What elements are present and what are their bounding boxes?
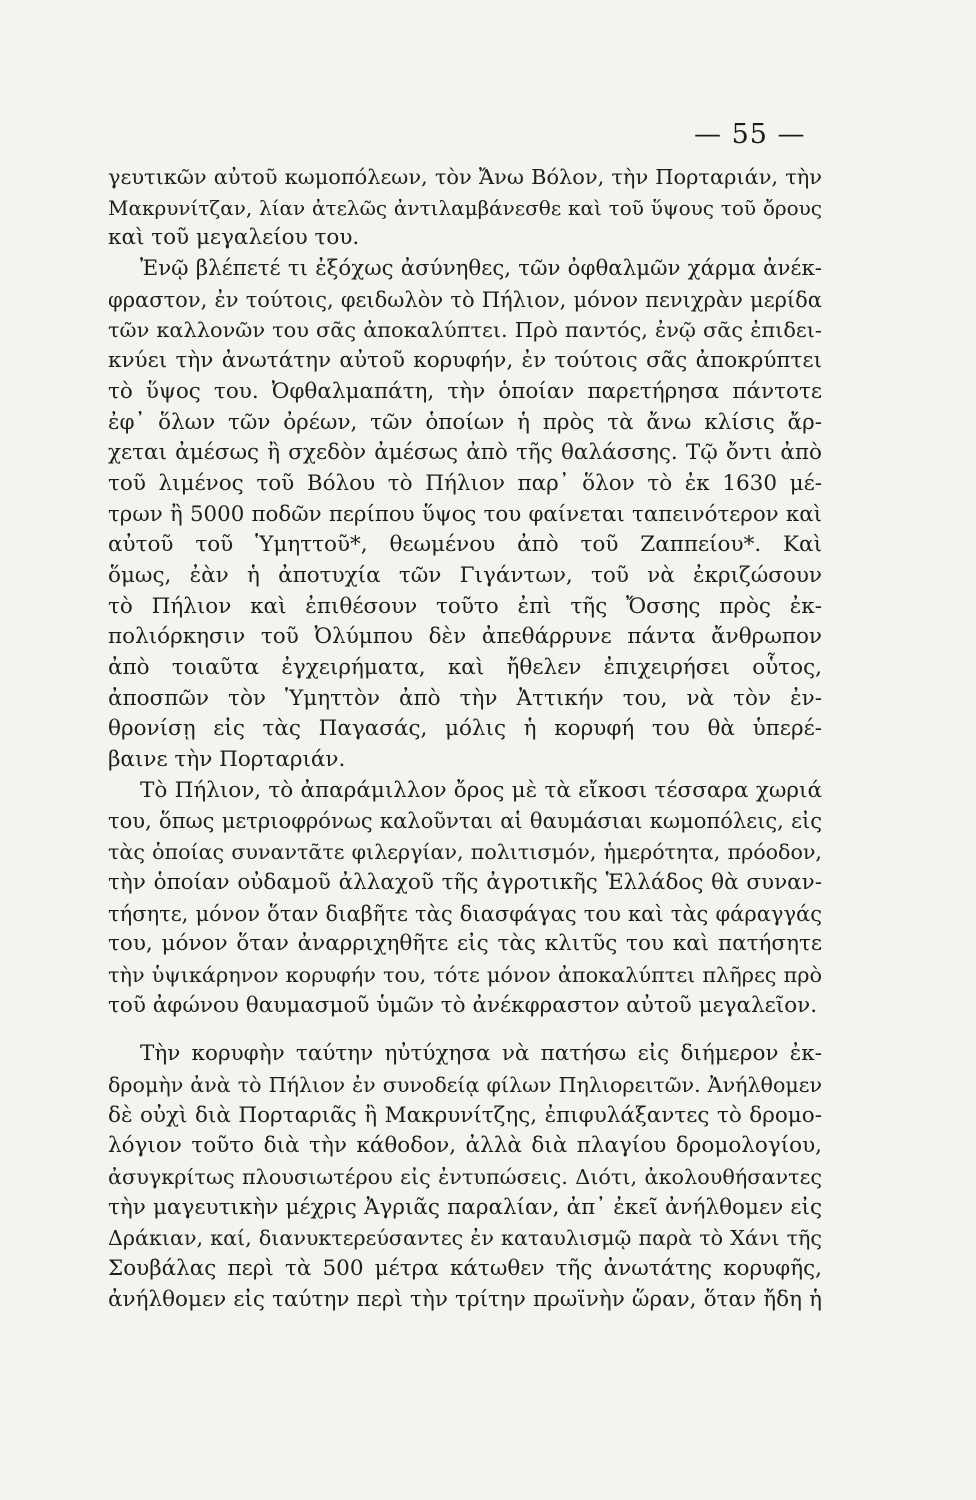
paragraph (108, 254, 822, 776)
text-line: κνύει τὴν ἀνωτάτην αὐτοῦ κορυφήν, ἐν τούτοις σᾶς ἀποκρύπτει (108, 348, 822, 374)
text-line: Δράκιαν, καί, διανυκτερεύσαντες ἐν καταυλισμῷ παρὰ τὸ Χάνι τῆς (108, 1226, 822, 1251)
text-line: λόγιον τοῦτο διὰ τὴν κάθοδον, ἀλλὰ διὰ πλαγίου δρομολογίου, (108, 1133, 822, 1159)
text-line: τήσητε, μόνον ὅταν διαβῆτε τὰς διασφάγας του καὶ τὰς φάραγγάς (108, 900, 822, 926)
text-line: γευτικῶν αὐτοῦ κωμοπόλεων, τὸν Ἄνω Βόλον, τὴν Πορταριάν, τὴν (108, 165, 822, 189)
text-line: φραστον, ἐν τούτοις, φειδωλὸν τὸ Πήλιον, μόνον πενιχρὰν μερίδα (108, 286, 822, 312)
text-line: του, μόνον ὅταν ἀναρριχηθῆτε εἰς τὰς κλιτῦς του καὶ πατήσητε (108, 931, 822, 957)
text-line: τὸ Πήλιον καὶ ἐπιθέσουν τοῦτο ἐπὶ τῆς Ὄσσης πρὸς ἐκ- (108, 593, 822, 619)
text-line: τὴν ὑψικάρηνον κορυφήν του, τότε μόνον ἀποκαλύπτει πλῆρες πρὸ (108, 962, 822, 987)
text-line: ἀνήλθομεν εἰς ταύτην περὶ τὴν τρίτην πρωϊνὴν ὥραν, ὅταν ἤδη ἡ (108, 1286, 822, 1312)
text-line: δρομὴν ἀνὰ τὸ Πήλιον ἐν συνοδείᾳ φίλων Πηλιορειτῶν. Ἀνήλθομεν (108, 1072, 822, 1097)
paragraph (108, 162, 822, 254)
text-line: πολιόρκησιν τοῦ Ὀλύμπου δὲν ἀπεθάρρυνε πάντα ἄνθρωπον (108, 624, 822, 650)
text-line: ἐφ᾽ ὅλων τῶν ὀρέων, τῶν ὁποίων ἡ πρὸς τὰ ἄνω κλίσις ἄρ- (108, 409, 822, 435)
text-line: θρονίσῃ εἰς τὰς Παγασάς, μόλις ἡ κορυφή του θὰ ὑπερέ- (108, 716, 822, 742)
text-line: ἀποσπῶν τὸν Ὑμηττὸν ἀπὸ τὴν Ἀττικήν του, νὰ τὸν ἐν- (108, 685, 822, 711)
text-line: Μακρυνίτζαν, λίαν ἀτελῶς ἀντιλαμβάνεσθε καὶ τοῦ ὕψους τοῦ ὄρους (108, 195, 822, 220)
text-line: τοῦ ἀφώνου θαυμασμοῦ ὑμῶν τὸ ἀνέκφραστον αὐτοῦ μεγαλεῖον. (108, 992, 818, 1018)
paragraph (108, 776, 822, 1022)
text-line: ἀπὸ τοιαῦτα ἐγχειρήματα, καὶ ἤθελεν ἐπιχειρήσει οὗτος, (108, 655, 822, 680)
text-line: βαινε τὴν Πορταριάν. (108, 747, 346, 773)
text-line: αὐτοῦ τοῦ Ὑμηττοῦ*, θεωμένου ἀπὸ τοῦ Ζαππείου*. Καὶ (108, 532, 822, 558)
text-line: Τὸ Πήλιον, τὸ ἀπαράμιλλον ὄρος μὲ τὰ εἴκοσι τέσσαρα χωριά (140, 777, 822, 803)
text-line: τὰς ὁποίας συναντᾶτε φιλεργίαν, πολιτισμόν, ἡμερότητα, πρόοδον, (108, 840, 822, 865)
text-line: ἀσυγκρίτως πλουσιωτέρου εἰς ἐντυπώσεις. Διότι, ἀκολουθήσαντες (108, 1165, 822, 1189)
paragraph-gap (108, 1021, 822, 1039)
text-line: Σουβάλας περὶ τὰ 500 μέτρα κάτωθεν τῆς ἀνωτάτης κορυφῆς, (108, 1256, 822, 1282)
text-line: τὴν μαγευτικὴν μέχρις Ἀγριᾶς παραλίαν, ἀπ᾽ ἐκεῖ ἀνήλθομεν εἰς (108, 1194, 822, 1220)
body-text (108, 162, 822, 1315)
text-line: Ἐνῷ βλέπετέ τι ἐξόχως ἀσύνηθες, τῶν ὀφθαλμῶν χάρμα ἀνέκ- (140, 256, 822, 282)
text-line: χεται ἀμέσως ἢ σχεδὸν ἀμέσως ἀπὸ τῆς θαλάσσης. Τῷ ὄντι ἀπὸ (108, 440, 822, 466)
paragraph (108, 1039, 822, 1315)
text-line: δὲ οὐχὶ διὰ Πορταριᾶς ἢ Μακρυνίτζης, ἐπιφυλάξαντες τὸ δρομο- (108, 1102, 822, 1128)
text-line: ὅμως, ἐὰν ἡ ἀποτυχία τῶν Γιγάντων, τοῦ νὰ ἐκριζώσουν (108, 562, 822, 588)
text-line: τὴν ὁποίαν οὐδαμοῦ ἀλλαχοῦ τῆς ἀγροτικῆς Ἑλλάδος θὰ συναν- (108, 869, 822, 895)
text-line: καὶ τοῦ μεγαλείου του. (108, 225, 360, 251)
text-line: Τὴν κορυφὴν ταύτην ηὐτύχησα νὰ πατήσω εἰς διήμερον ἐκ- (140, 1041, 822, 1067)
page-number: — 55 — (694, 119, 806, 150)
text-line: του, ὅπως μετριοφρόνως καλοῦνται αἱ θαυμάσιαι κωμοπόλεις, εἰς (108, 808, 822, 834)
text-line: τρων ἢ 5000 ποδῶν περίπου ὕψος του φαίνεται ταπεινότερον καὶ (108, 501, 822, 527)
text-line: τῶν καλλονῶν του σᾶς ἀποκαλύπτει. Πρὸ παντός, ἐνῷ σᾶς ἐπιδει- (108, 318, 822, 343)
text-line: τὸ ὕψος του. Ὀφθαλμαπάτη, τὴν ὁποίαν παρετήρησα πάντοτε (108, 378, 822, 404)
text-line: τοῦ λιμένος τοῦ Βόλου τὸ Πήλιον παρ᾽ ὅλον τὸ ἐκ 1630 μέ- (108, 470, 822, 496)
